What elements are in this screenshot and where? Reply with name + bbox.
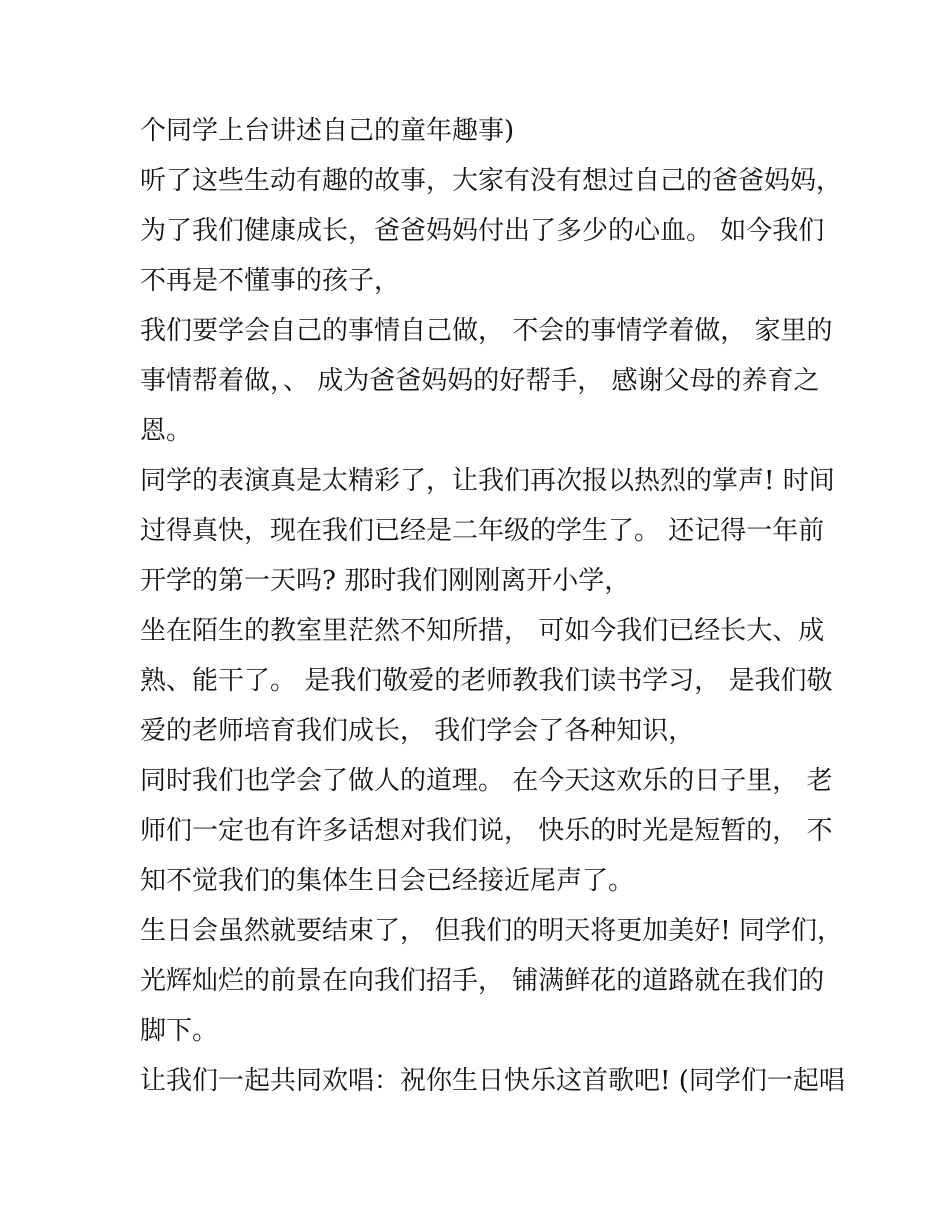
text-line: 过得真快，现在我们已经是二年级的学生了。 还记得一年前 — [140, 516, 825, 546]
text-line: 生日会虽然就要结束了， 但我们的明天将更加美好! 同学们， — [140, 916, 843, 946]
text-line: 不再是不懂事的孩子， — [140, 266, 401, 296]
text-line: 开学的第一天吗? 那时我们刚刚离开小学， — [140, 566, 631, 596]
text-line: 听了这些生动有趣的故事，大家有没有想过自己的爸爸妈妈， — [140, 166, 843, 196]
text-line: 坐在陌生的教室里茫然不知所措， 可如今我们已经长大、成 — [140, 616, 825, 646]
text-line: 恩。 — [140, 416, 193, 446]
text-line: 让我们一起共同欢唱：祝你生日快乐这首歌吧! (同学们一起唱 — [140, 1066, 845, 1096]
text-line: 同学的表演真是太精彩了，让我们再次报以热烈的掌声! 时间 — [140, 466, 835, 496]
text-line: 爱的老师培育我们成长， 我们学会了各种知识， — [140, 716, 695, 746]
text-line: 师们一定也有许多话想对我们说， 快乐的时光是短暂的， 不 — [140, 816, 833, 846]
text-line: 事情帮着做，、 成为爸爸妈妈的好帮手， 感谢父母的养育之 — [140, 366, 820, 396]
text-line: 光辉灿烂的前景在向我们招手， 铺满鲜花的道路就在我们的 — [140, 966, 825, 996]
text-line: 知不觉我们的集体生日会已经接近尾声了。 — [140, 866, 635, 896]
text-line: 脚下。 — [140, 1016, 219, 1046]
text-line: 熟、能干了。 是我们敬爱的老师教我们读书学习， 是我们敬 — [140, 666, 833, 696]
text-line: 为了我们健康成长，爸爸妈妈付出了多少的心血。 如今我们 — [140, 216, 825, 246]
document-body — [140, 106, 845, 1106]
text-line: 同时我们也学会了做人的道理。 在今天这欢乐的日子里， 老 — [140, 766, 833, 796]
text-line: 个同学上台讲述自己的童年趣事) — [140, 116, 515, 146]
text-line: 我们要学会自己的事情自己做， 不会的事情学着做， 家里的 — [140, 316, 833, 346]
